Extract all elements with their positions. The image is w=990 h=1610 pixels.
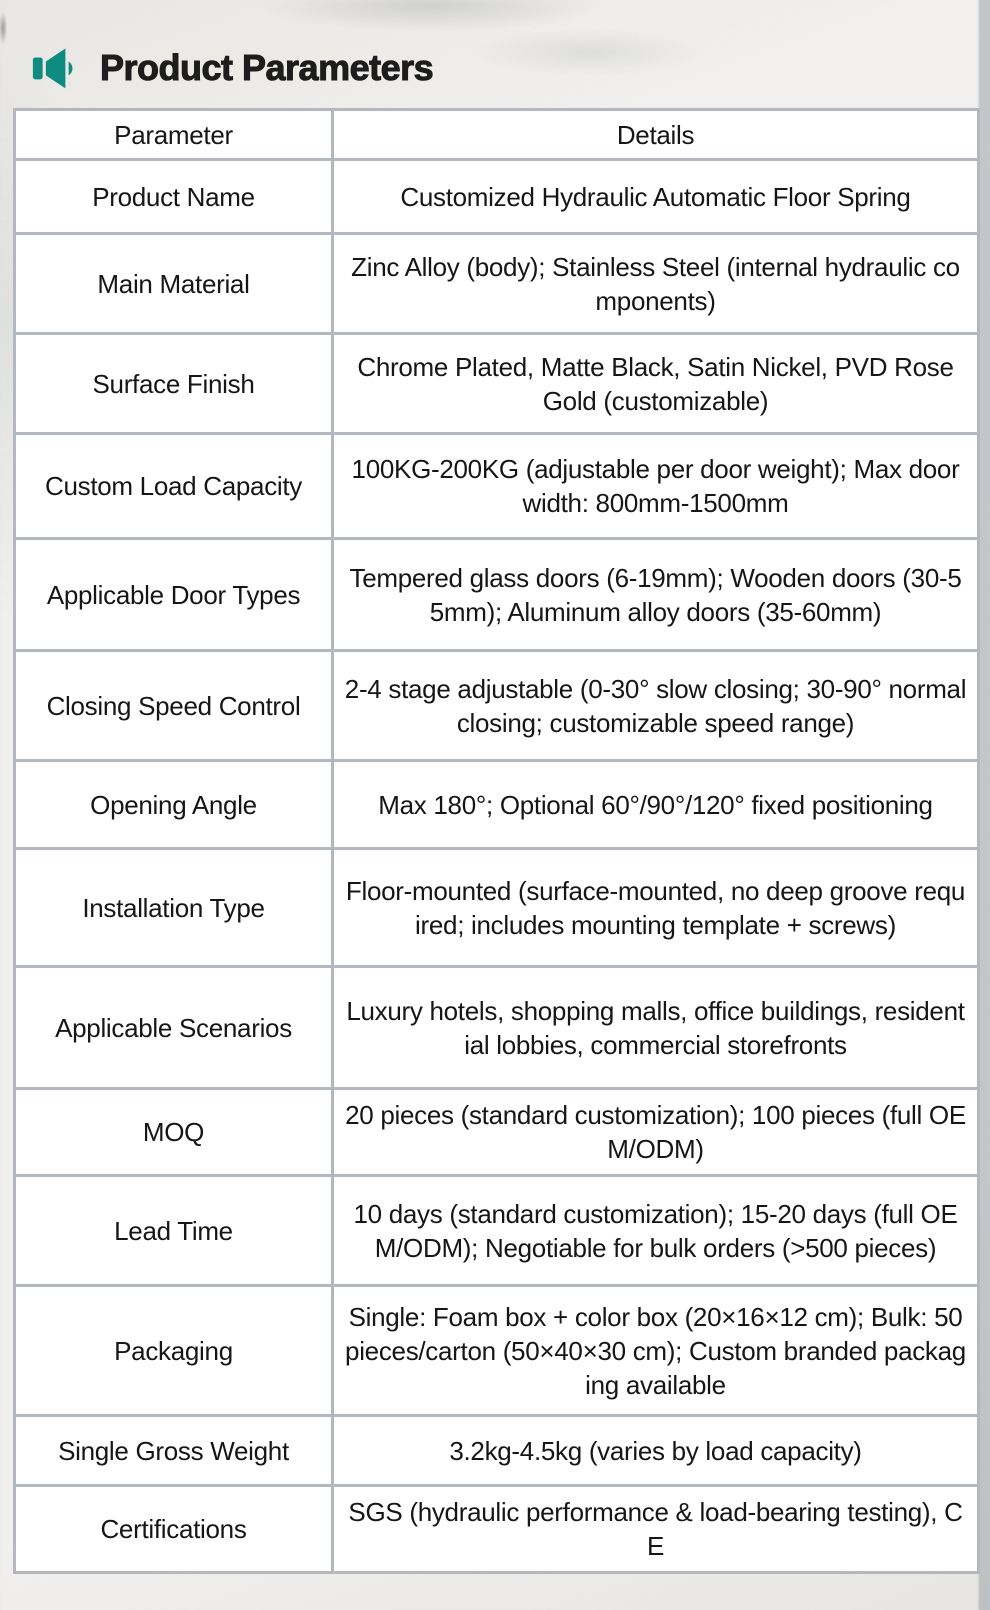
table-row	[15, 761, 979, 849]
parameter-cell: Main Material	[15, 234, 333, 334]
details-cell: 2-4 stage adjustable (0-30° slow closing; 30-90° normal closing; customizable speed range)	[333, 651, 979, 761]
details-cell: Luxury hotels, shopping malls, office buildings, residential lobbies, commercial storefronts	[333, 967, 979, 1089]
table-row	[15, 1176, 979, 1286]
details-cell: Single: Foam box + color box (20×16×12 cm); Bulk: 50 pieces/carton (50×40×30 cm); Custom branded packaging available	[333, 1286, 979, 1416]
section-header	[28, 42, 990, 94]
page-title: Product Parameters	[100, 47, 434, 88]
page-background	[0, 42, 990, 1610]
table-row	[15, 434, 979, 539]
col-header-details: Details	[333, 110, 979, 160]
parameter-cell: Surface Finish	[15, 334, 333, 434]
table-row	[15, 160, 979, 234]
details-cell: 100KG-200KG (adjustable per door weight); Max door width: 800mm-1500mm	[333, 434, 979, 539]
table-header-row	[15, 110, 979, 160]
parameter-cell: Applicable Door Types	[15, 539, 333, 651]
table-body	[15, 160, 979, 1573]
parameter-cell: Opening Angle	[15, 761, 333, 849]
parameter-cell: Installation Type	[15, 849, 333, 967]
parameter-cell: Lead Time	[15, 1176, 333, 1286]
details-cell: Chrome Plated, Matte Black, Satin Nickel, PVD Rose Gold (customizable)	[333, 334, 979, 434]
table-row	[15, 334, 979, 434]
table-row	[15, 1416, 979, 1486]
details-cell: Customized Hydraulic Automatic Floor Spring	[333, 160, 979, 234]
table-row	[15, 1486, 979, 1573]
details-cell: Max 180°; Optional 60°/90°/120° fixed positioning	[333, 761, 979, 849]
table-row	[15, 849, 979, 967]
details-cell: 20 pieces (standard customization); 100 pieces (full OEM/ODM)	[333, 1089, 979, 1176]
parameter-cell: MOQ	[15, 1089, 333, 1176]
parameter-cell: Custom Load Capacity	[15, 434, 333, 539]
table-row	[15, 234, 979, 334]
details-cell: Zinc Alloy (body); Stainless Steel (internal hydraulic components)	[333, 234, 979, 334]
details-cell: Floor-mounted (surface-mounted, no deep groove required; includes mounting template + screws)	[333, 849, 979, 967]
table-row	[15, 1286, 979, 1416]
details-cell: Tempered glass doors (6-19mm); Wooden doors (30-55mm); Aluminum alloy doors (35-60mm)	[333, 539, 979, 651]
col-header-parameter: Parameter	[15, 110, 333, 160]
details-cell: 3.2kg-4.5kg (varies by load capacity)	[333, 1416, 979, 1486]
details-cell: 10 days (standard customization); 15-20 days (full OEM/ODM); Negotiable for bulk orders (>500 pieces)	[333, 1176, 979, 1286]
parameters-table	[13, 108, 980, 1574]
parameter-cell: Single Gross Weight	[15, 1416, 333, 1486]
table-row	[15, 967, 979, 1089]
parameter-cell: Closing Speed Control	[15, 651, 333, 761]
details-cell: SGS (hydraulic performance & load-bearing testing), CE	[333, 1486, 979, 1573]
parameter-cell: Applicable Scenarios	[15, 967, 333, 1089]
parameter-cell: Packaging	[15, 1286, 333, 1416]
parameter-cell: Product Name	[15, 160, 333, 234]
parameter-cell: Certifications	[15, 1486, 333, 1573]
table-row	[15, 1089, 979, 1176]
speaker-icon	[28, 42, 80, 94]
table-row	[15, 539, 979, 651]
table-row	[15, 651, 979, 761]
